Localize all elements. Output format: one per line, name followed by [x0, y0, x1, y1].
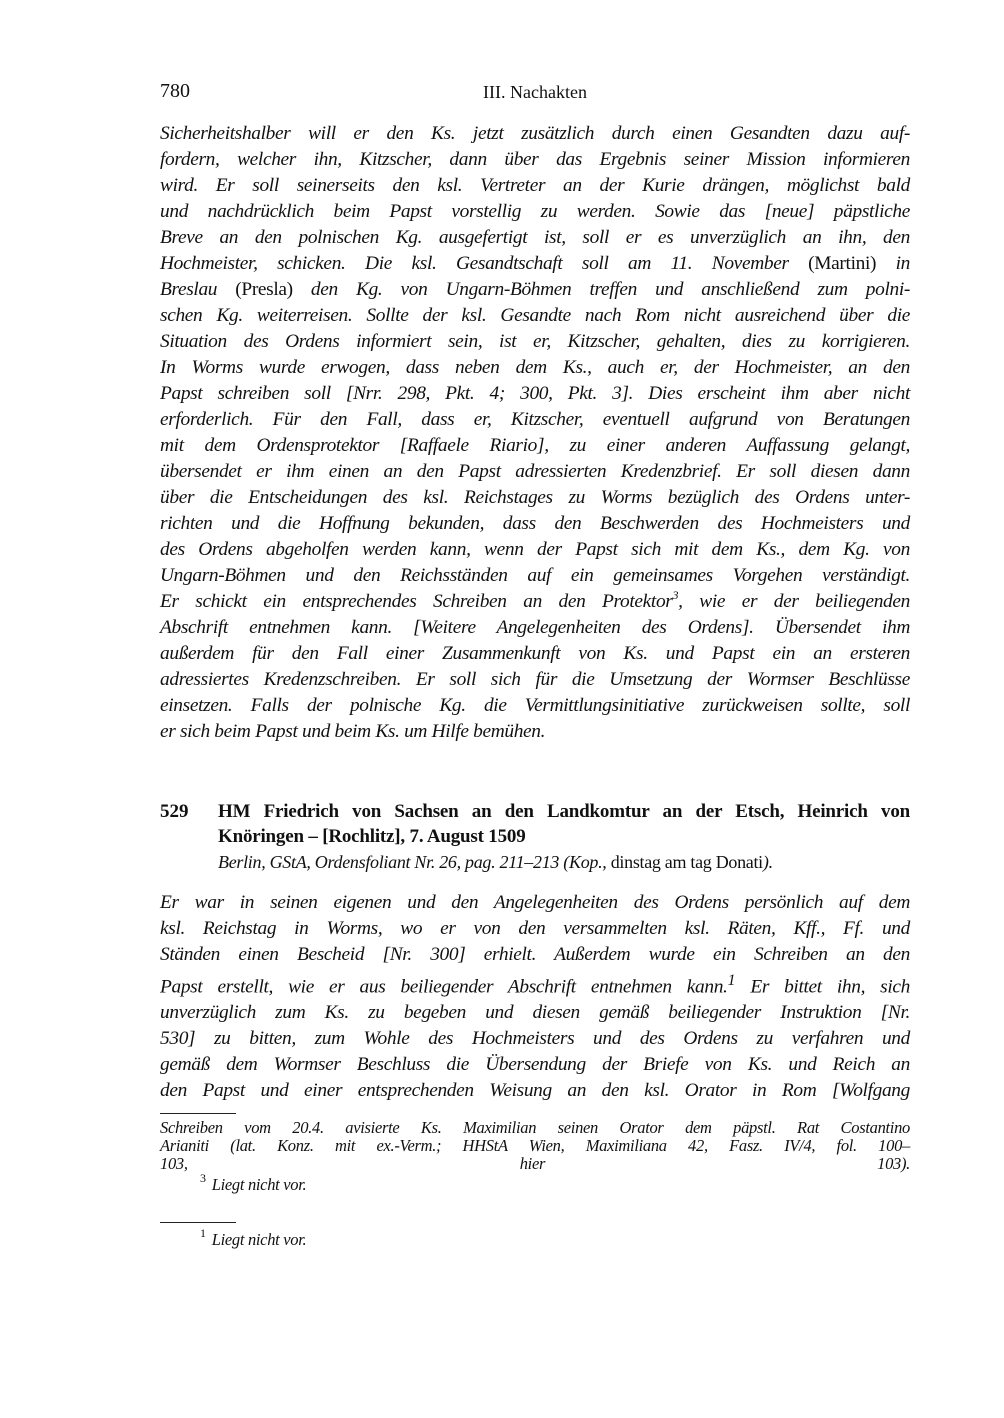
footnote-item: [160, 1226, 910, 1249]
text-line: Ständen einen Bescheid [Nr. 300] erhielt. Außerdem wurde ein Schreiben an den: [160, 944, 910, 965]
source-closing: ).: [762, 852, 773, 872]
source-date-quote: dinstag am tag Donati: [606, 852, 763, 872]
footnote-continued-line: 103, hier 103).: [160, 1154, 910, 1173]
text-line: und nachdrücklich beim Papst vorstellig zu werden. Sowie das [neue] päpstliche: [160, 201, 910, 222]
text-line: erforderlich. Für den Fall, dass er, Kitzscher, eventuell aufgrund von Beratungen: [160, 409, 910, 430]
text-fragment: den Kg. von Ungarn-Böhmen treffen und anschließend zum polni-: [310, 279, 910, 300]
quoted-term: (Presla): [235, 279, 293, 300]
text-line: richten und die Hoffnung bekunden, dass den Beschwerden des Hochmeisters und: [160, 513, 910, 534]
source-reference: Berlin, GStA, Ordensfoliant Nr. 26, pag. 211–213 (Kop.,: [218, 852, 607, 872]
text-line: Situation des Ordens informiert sein, ist er, Kitzscher, gehalten, dies zu korrigieren.: [160, 331, 910, 352]
text-fragment: Er bittet ihn, sich: [735, 976, 910, 998]
footnote-ref[interactable]: 3: [672, 588, 679, 602]
text-line: übersendet er ihm einen an den Papst adressierten Kredenzbrief. Er soll diesen dann: [160, 461, 910, 482]
document-number: 529: [160, 801, 189, 822]
text-fragment: , wie er der beiliegenden: [678, 591, 910, 612]
footnote-text: Liegt nicht vor.: [211, 1230, 307, 1249]
title-line: Knöringen – [Rochlitz], 7. August 1509: [218, 826, 526, 847]
footnote-text: Liegt nicht vor.: [211, 1175, 307, 1194]
text-line: Ungarn-Böhmen und den Reichsständen auf ein gemeinsames Vorgehen verständigt.: [160, 565, 910, 586]
footnotes-previous-document: [160, 1119, 910, 1194]
text-line: außerdem für den Fall einer Zusammenkunft von Ks. und Papst ein an ersteren: [160, 643, 910, 664]
text-line: des Ordens abgeholfen werden kann, wenn der Papst sich mit dem Ks., dem Kg. von: [160, 539, 910, 560]
text-line: Er war in seinen eigenen und den Angelegenheiten des Ordens persönlich auf dem: [160, 892, 910, 913]
text-line: 530] zu bitten, zum Wohle des Hochmeisters und des Ordens zu verfahren und: [160, 1028, 910, 1050]
text-line: mit dem Ordensprotektor [Raffaele Riario], zu einer anderen Auffassung gelangt,: [160, 435, 910, 456]
text-line: gemäß dem Wormser Beschluss die Übersendung der Briefe von Ks. und Reich an: [160, 1054, 910, 1076]
text-line: [160, 968, 910, 1000]
text-fragment: Er schickt ein entsprechendes Schreiben an den Protektor: [160, 591, 673, 612]
text-line: Abschrift entnehmen kann. [Weitere Angelegenheiten des Ordens]. Übersendet ihm: [160, 617, 910, 638]
text-line: [160, 277, 910, 303]
footnotes-current-document: [160, 1226, 910, 1249]
footnote-item: [160, 1171, 910, 1194]
text-line: Breve an den polnischen Kg. ausgefertigt ist, soll er es unverzüglich an ihn, den: [160, 227, 910, 248]
text-line: [160, 251, 910, 277]
text-line: Papst schreiben soll [Nrr. 298, Pkt. 4; 300, Pkt. 3]. Dies erscheint ihm aber nicht: [160, 383, 910, 404]
footnote-continued-line: Arianiti (lat. Konz. mit ex.-Verm.; HHStA Wien, Maximiliana 42, Fasz. IV/4, fol. 100–: [160, 1136, 910, 1155]
text-line: Sicherheitshalber will er den Ks. jetzt zusätzlich durch einen Gesandten dazu auf-: [160, 123, 910, 144]
footnote-ref[interactable]: 1: [727, 972, 736, 989]
text-line: [160, 589, 910, 615]
text-line: ksl. Reichstag in Worms, wo er von den versammelten ksl. Räten, Kff., Ff. und: [160, 918, 910, 939]
text-line: fordern, welcher ihn, Kitzscher, dann über das Ergebnis seiner Mission informieren: [160, 149, 910, 170]
footnote-continued-line: Schreiben vom 20.4. avisierte Ks. Maximilian seinen Orator dem päpstl. Rat Costantino: [160, 1118, 910, 1137]
text-line: adressiertes Kredenzschreiben. Er soll sich für die Umsetzung der Wormser Beschlüsse: [160, 669, 910, 690]
footnote-divider: [160, 1113, 236, 1114]
text-line: den Papst und einer entsprechenden Weisung an den ksl. Orator in Rom [Wolfgang: [160, 1080, 910, 1102]
text-line: schen Kg. weiterreisen. Sollte der ksl. Gesandte nach Rom nicht ausreichend über die: [160, 305, 910, 326]
text-line: unverzüglich zum Ks. zu begeben und diesen gemäß beiliegender Instruktion [Nr.: [160, 1002, 910, 1024]
text-line: über die Entscheidungen des ksl. Reichstages zu Worms bezüglich des Ordens unter-: [160, 487, 910, 508]
running-head: [160, 80, 910, 106]
text-fragment: Papst erstellt, wie er aus beiliegender Abschrift entnehmen kann.: [160, 976, 728, 998]
text-fragment: Hochmeister, schicken. Die ksl. Gesandtschaft soll am 11. November: [160, 253, 789, 274]
continued-regest-text: [160, 121, 910, 745]
archival-source: [218, 852, 773, 873]
footnote-marker: 1: [200, 1226, 206, 1240]
text-fragment: Breslau: [160, 279, 218, 300]
text-line: einsetzen. Falls der polnische Kg. die Vermittlungsinitiative zurückweisen sollte, soll: [160, 695, 910, 716]
footnote-divider: [160, 1222, 236, 1223]
text-fragment: in: [895, 253, 911, 274]
title-line: HM Friedrich von Sachsen an den Landkomtur an der Etsch, Heinrich von: [218, 801, 910, 822]
section-title: III. Nachakten: [483, 82, 587, 102]
page-number: 780: [160, 80, 190, 102]
quoted-term: (Martini): [808, 253, 877, 274]
text-line: In Worms wurde erwogen, dass neben dem Ks., auch er, der Hochmeister, an den: [160, 357, 910, 378]
text-line: er sich beim Papst und beim Ks. um Hilfe bemühen.: [160, 721, 546, 742]
footnote-marker: 3: [200, 1171, 206, 1185]
document-title: [218, 799, 910, 849]
document-regest: [160, 890, 910, 1104]
text-line: wird. Er soll seinerseits den ksl. Vertreter an der Kurie drängen, möglichst bald: [160, 175, 910, 196]
